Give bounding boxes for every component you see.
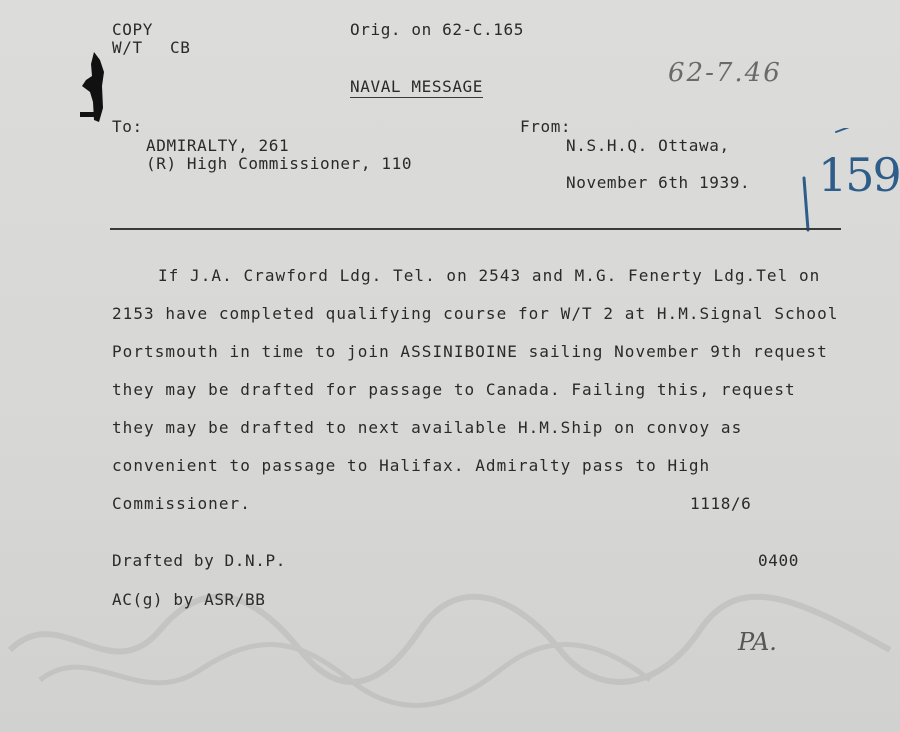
- to-recipient-1: ADMIRALTY, 261: [146, 136, 290, 155]
- from-label: From:: [520, 117, 572, 136]
- separator-line: [110, 228, 841, 230]
- body-line-2: 2153 have completed qualifying course for W/T 2 at H.M.Signal School: [112, 304, 839, 323]
- body-line-4: they may be drafted for passage to Canada. Failing this, request: [112, 380, 796, 399]
- body-line-5: they may be drafted to next available H.M.Ship on convoy as: [112, 418, 743, 437]
- time-group: 1118/6: [690, 494, 752, 513]
- ac-by: AC(g) by ASR/BB: [112, 590, 266, 609]
- document-title-text: NAVAL MESSAGE: [350, 77, 484, 96]
- cb-label: CB: [170, 38, 191, 57]
- page-number-text: 159: [818, 148, 900, 202]
- body-line-6: convenient to passage to Halifax. Admiralty pass to High: [112, 456, 711, 475]
- from-sender: N.S.H.Q. Ottawa,: [566, 136, 730, 155]
- despatch-time: 0400: [758, 551, 799, 570]
- wt-label: W/T: [112, 38, 143, 57]
- file-reference-handwritten: 62-7.46: [668, 58, 782, 88]
- handwritten-initials: PA.: [738, 628, 777, 656]
- orig-reference: Orig. on 62-C.165: [350, 20, 524, 39]
- punch-hole-mark: [80, 52, 116, 124]
- body-line-1: If J.A. Crawford Ldg. Tel. on 2543 and M.G. Fenerty Ldg.Tel on: [158, 266, 821, 285]
- message-date: November 6th 1939.: [566, 173, 751, 192]
- to-recipient-2: (R) High Commissioner, 110: [146, 154, 413, 173]
- drafted-by: Drafted by D.N.P.: [112, 551, 286, 570]
- to-label: To:: [112, 117, 143, 136]
- copy-label: COPY: [112, 20, 153, 39]
- bleed-through-signature: [0, 560, 900, 732]
- body-line-3: Portsmouth in time to join ASSINIBOINE sailing November 9th request: [112, 342, 828, 361]
- document-title: [350, 77, 483, 97]
- body-line-7: Commissioner.: [112, 494, 251, 513]
